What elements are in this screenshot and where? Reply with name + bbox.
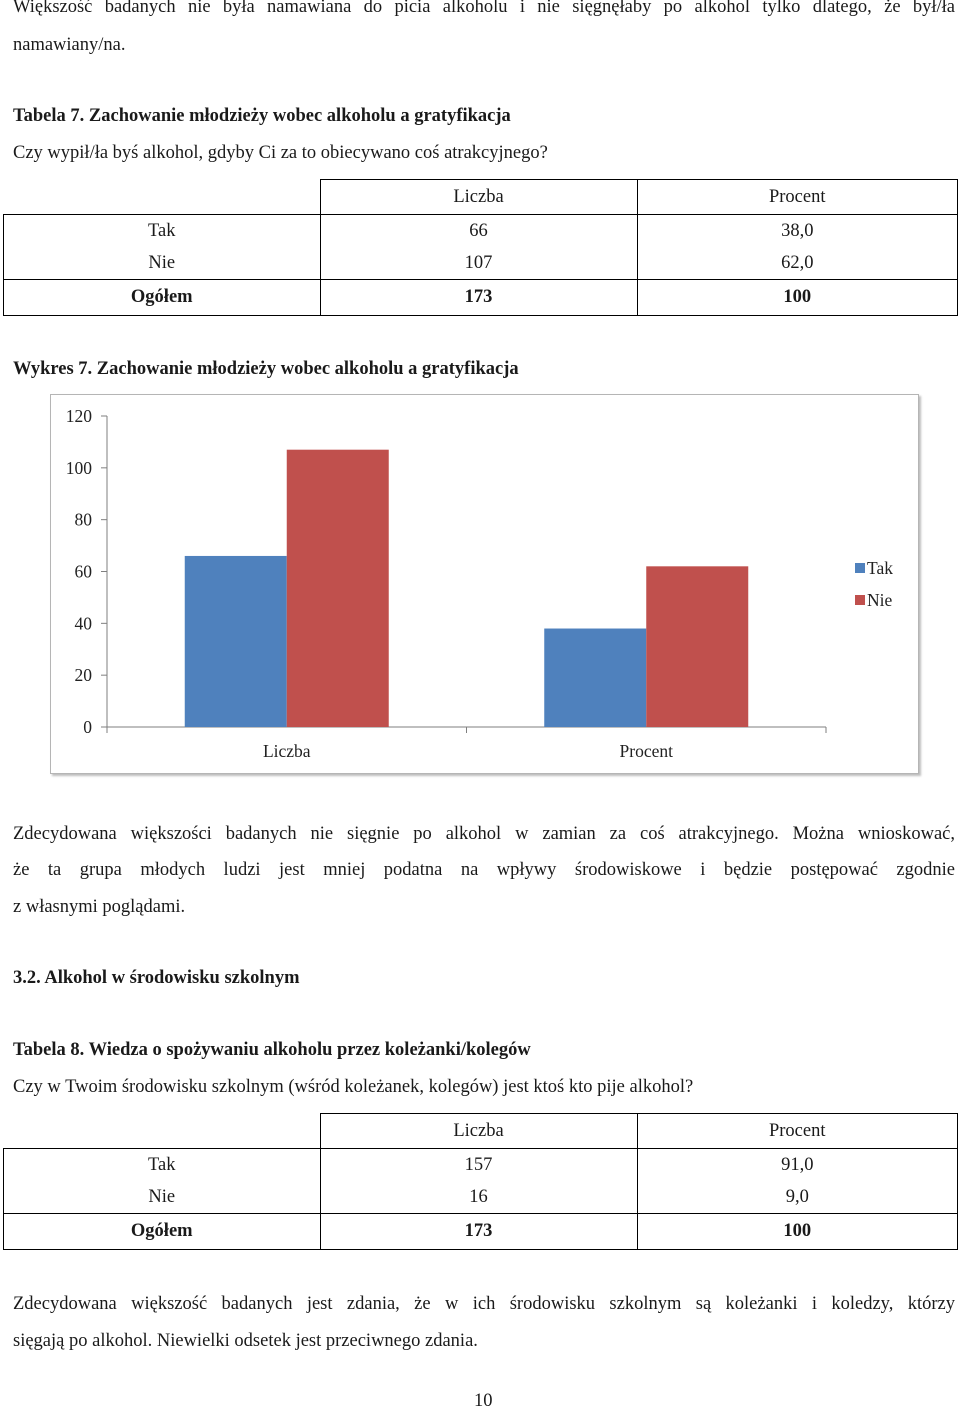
table-cell: 62,0 — [637, 247, 958, 280]
table-header-cell: Liczba — [320, 1114, 637, 1149]
table-header-row — [4, 1114, 958, 1149]
x-category-label: Liczba — [262, 741, 311, 761]
table-cell: 173 — [320, 1214, 637, 1250]
table-cell: Ogółem — [4, 280, 321, 316]
table-header-cell: Liczba — [320, 180, 637, 215]
table7-title-text: Tabela 7. Zachowanie młodzieży wobec alkoholu a gratyfikacja — [13, 106, 511, 126]
conclusion7-line-3: z własnymi poglądami. — [13, 897, 186, 917]
table-header-cell: Procent — [637, 180, 958, 215]
page-number: 10 — [474, 1391, 493, 1411]
bar-nie — [287, 450, 389, 727]
y-tick-label: 120 — [65, 406, 92, 426]
table-row — [4, 1149, 958, 1182]
table-cell: 173 — [320, 280, 637, 316]
x-category-label: Procent — [619, 741, 673, 761]
conclusion8-line-2: sięgają po alkohol. Niewielki odsetek jest przeciwnego zdania. — [13, 1331, 478, 1351]
table8-question: Czy w Twoim środowisku szkolnym (wśród koleżanek, kolegów) jest ktoś kto pije alkohol? — [13, 1077, 694, 1097]
legend-swatch-tak — [855, 563, 865, 573]
conclusion7-line-1: Zdecydowana większości badanych nie sięgnie po alkohol w zamian za coś atrakcyjnego. Można wnioskować, — [13, 824, 955, 844]
table-header-cell — [4, 1114, 321, 1149]
table-cell: Nie — [4, 247, 321, 280]
intro-line-1: Większość badanych nie była namawiana do picia alkoholu i nie sięgnęłaby po alkohol tylko dlatego, że był/ła — [13, 0, 955, 17]
intro-line-2: namawiany/na. — [13, 35, 126, 55]
table-cell: Ogółem — [4, 1214, 321, 1250]
table-cell: 107 — [320, 247, 637, 280]
table-cell: 66 — [320, 215, 637, 248]
table-cell: 91,0 — [637, 1149, 958, 1182]
table7-question: Czy wypił/ła byś alkohol, gdyby Ci za to obiecywano coś atrakcyjnego? — [13, 143, 548, 163]
table-cell: 100 — [637, 280, 958, 316]
conclusion8-line-1: Zdecydowana większość badanych jest zdania, że w ich środowisku szkolnym są koleżanki i koledzy, którzy — [13, 1294, 955, 1314]
table-cell: 9,0 — [637, 1181, 958, 1214]
table-cell: Tak — [4, 215, 321, 248]
conclusion7-line-2: że ta grupa młodych ludzi jest mniej podatna na wpływy środowiskowe i będzie postępować zgodnie — [13, 860, 955, 880]
bar-nie — [646, 566, 748, 727]
table-cell: 157 — [320, 1149, 637, 1182]
y-tick-label: 40 — [74, 613, 92, 634]
table-cell: Nie — [4, 1181, 321, 1214]
table8-title: Tabela 8. Wiedza o spożywaniu alkoholu przez koleżanki/kolegów — [13, 1040, 531, 1060]
chart-title: Wykres 7. Zachowanie młodzieży wobec alkoholu a gratyfikacja — [13, 359, 519, 379]
y-tick-label: 20 — [74, 665, 92, 686]
table-row — [4, 1181, 958, 1214]
y-tick-label: 0 — [83, 717, 92, 737]
table-total-row — [4, 1214, 958, 1250]
table-cell: 100 — [637, 1214, 958, 1250]
legend-label: Nie — [867, 590, 893, 610]
table8 — [3, 1113, 958, 1250]
bar-tak — [185, 556, 287, 727]
y-tick-label: 80 — [74, 509, 92, 530]
y-tick-label: 60 — [74, 561, 92, 582]
table-header-cell: Procent — [637, 1114, 958, 1149]
bar-tak — [544, 629, 646, 727]
table-cell: 38,0 — [637, 215, 958, 248]
legend-label: Tak — [867, 558, 893, 578]
legend-swatch-nie — [855, 595, 865, 605]
y-tick-label: 100 — [65, 457, 92, 478]
section-heading: 3.2. Alkohol w środowisku szkolnym — [13, 968, 300, 988]
table-cell: Tak — [4, 1149, 321, 1182]
table-cell: 16 — [320, 1181, 637, 1214]
